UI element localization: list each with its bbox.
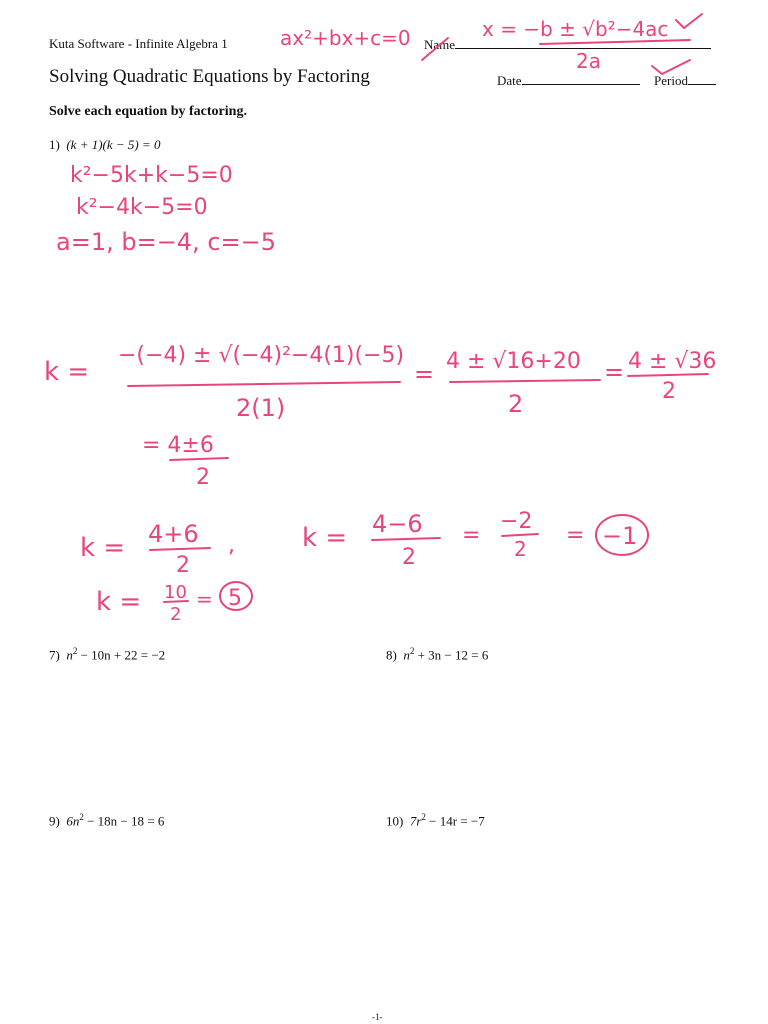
hw-sol2-mid-numerator: −2	[500, 509, 533, 534]
hw-line-2: k²−4k−5=0	[76, 195, 208, 220]
hw-equals: =	[414, 360, 435, 388]
problem-rest: − 18n − 18 = 6	[83, 813, 165, 829]
hw-fraction-bar	[128, 382, 400, 386]
instructions: Solve each equation by factoring.	[49, 104, 247, 119]
problem-exponent: 2	[72, 646, 78, 656]
hw-sol2-mid-denominator: 2	[514, 537, 527, 561]
hw-fraction-bar	[628, 374, 708, 376]
period-label: Period	[654, 73, 688, 88]
hw-sol1-numerator: 4+6	[148, 520, 199, 548]
hw-comma: ,	[228, 533, 235, 558]
problem-equation: (k + 1)(k − 5) = 0	[66, 137, 161, 152]
problem-rest: − 14r = −7	[425, 813, 485, 829]
hw-step2-numerator: 4 ± √16+20	[446, 349, 581, 374]
problem-rest: + 3n − 12 = 6	[414, 647, 489, 663]
worksheet-title: Solving Quadratic Equations by Factoring	[49, 66, 370, 87]
hw-strike-mark	[422, 38, 448, 60]
hw-fraction-bar	[170, 458, 228, 460]
hw-sol3-result: 5	[228, 586, 242, 611]
hw-equals: =	[604, 358, 625, 386]
hw-formula-denominator: 2(1)	[236, 394, 286, 422]
hw-sol3-denominator: 2	[170, 604, 182, 625]
problem-term: 6n	[66, 813, 80, 829]
hw-formula-top: x = −b ± √b²−4ac	[482, 17, 669, 41]
hw-formula-bottom: 2a	[576, 49, 601, 73]
hw-step4-numerator: = 4±6	[142, 433, 214, 458]
hw-sol2-numerator: 4−6	[372, 510, 423, 538]
hw-general-form: ax²+bx+c=0	[280, 26, 411, 50]
problem-term: n	[403, 647, 410, 663]
problem-term: 7r	[409, 813, 422, 829]
problem-number: 10)	[386, 813, 404, 829]
problem-term: n	[66, 647, 73, 663]
problem-number: 7)	[49, 647, 60, 663]
hw-step3-denominator: 2	[662, 379, 676, 404]
hw-check-mark	[676, 14, 702, 28]
problem-exponent: 2	[409, 646, 415, 656]
name-label: Name	[424, 37, 456, 52]
hw-equals: =	[196, 587, 213, 611]
problem-exponent: 2	[79, 812, 84, 822]
hw-sol1-lhs: k =	[80, 533, 126, 563]
hw-fraction-bar	[450, 380, 600, 382]
hw-formula-lhs: k =	[44, 357, 90, 387]
hw-fraction-bar	[502, 534, 538, 536]
hw-formula-numerator: −(−4) ± √(−4)²−4(1)(−5)	[118, 343, 405, 368]
problem-number: 9)	[49, 813, 60, 829]
hw-step3-numerator: 4 ± √36	[628, 349, 717, 374]
page-number: -1-	[372, 1012, 383, 1022]
hw-fraction-bar	[150, 548, 210, 550]
problem-rest: − 10n + 22 = −2	[77, 647, 166, 663]
hw-sol2-lhs: k =	[302, 523, 348, 553]
problem-number: 8)	[386, 647, 397, 663]
hw-sol3-numerator: 10	[164, 582, 187, 603]
problem-number: 1)	[49, 137, 60, 152]
hw-equals: =	[566, 523, 585, 548]
date-label: Date	[497, 73, 522, 88]
hw-step4-denominator: 2	[196, 465, 210, 490]
hw-fraction-bar	[164, 601, 188, 602]
hw-check-mark	[652, 60, 690, 74]
hw-sol2-denominator: 2	[402, 545, 416, 570]
hw-line-3: a=1, b=−4, c=−5	[56, 228, 277, 256]
problem-exponent: 2	[421, 812, 426, 822]
hw-sol1-denominator: 2	[176, 553, 190, 578]
hw-step2-denominator: 2	[508, 390, 524, 418]
hw-line-1: k²−5k+k−5=0	[70, 163, 233, 188]
publisher-line: Kuta Software - Infinite Algebra 1	[49, 36, 228, 51]
hw-sol2-result: −1	[602, 522, 638, 550]
hw-fraction-bar	[372, 538, 440, 540]
hw-equals: =	[462, 523, 481, 548]
hw-sol3-lhs: k =	[96, 587, 142, 617]
